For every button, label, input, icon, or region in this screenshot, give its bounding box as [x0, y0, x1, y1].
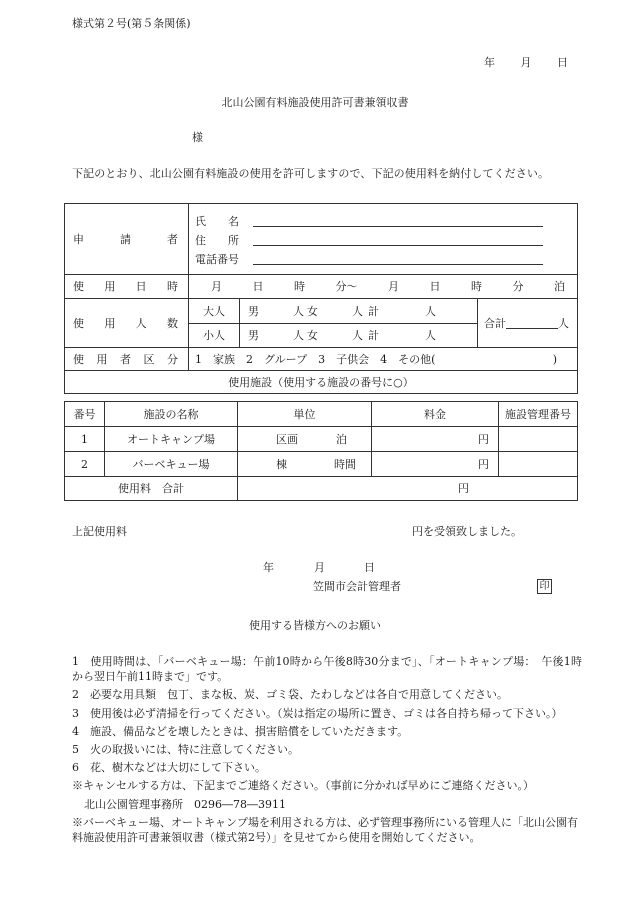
- facilities-header: 使用施設（使用する施設の番号に○）: [65, 371, 578, 394]
- name-field[interactable]: [195, 212, 577, 231]
- unit-a: 区画: [276, 432, 298, 446]
- applicant-fields: [189, 204, 578, 275]
- adult-label: 大人: [189, 299, 240, 324]
- row-number[interactable]: 2: [65, 452, 105, 477]
- phone-field[interactable]: [195, 250, 577, 269]
- table-row: [65, 427, 578, 452]
- unit-b: 時間: [334, 457, 356, 471]
- adult-female: 女: [307, 304, 318, 318]
- list-item: 1 使用時間は、「バーベキュー場：午前10時から午後8時30分まで」、「オートキャンプ場： 午後1時から翌日午前11時まで」です。: [72, 655, 582, 684]
- facility-name: オートキャンプ場: [105, 427, 238, 452]
- adult-subtotal-unit: 人: [425, 304, 436, 318]
- form-number: 様式第２号(第５条関係): [72, 17, 191, 30]
- row-number[interactable]: 1: [65, 427, 105, 452]
- unit-a: 棟: [276, 457, 287, 471]
- table-row: [65, 452, 578, 477]
- usage-date-label: 使 用 日 時: [73, 280, 178, 293]
- unit-cell[interactable]: [238, 427, 372, 452]
- list-item: ※バーベキュー場、オートキャンプ場を利用される方は、必ず管理事務所にいる管理人に「北山公園有料施設使用許可書兼領収書（様式第2号）」を見せてから使用を開始してください。: [72, 815, 578, 845]
- fee-cell[interactable]: [372, 452, 499, 477]
- receipt-month: 月: [314, 561, 325, 574]
- people-row-adult: [65, 299, 578, 324]
- list-item: 5 火の取扱いには、特に注意してください。: [72, 743, 299, 757]
- applicant-label-cell: [65, 204, 189, 275]
- address-field[interactable]: [195, 231, 577, 250]
- col-facility-name: 施設の名称: [105, 402, 238, 427]
- list-item: 2 必要な用具類 包丁、まな板、炭、ゴミ袋、たわしなどは各自で用意してください。: [72, 688, 508, 702]
- phone-line: [253, 254, 543, 265]
- category-label: 使 用 者 区 分: [73, 352, 178, 366]
- start-month: 月: [211, 280, 222, 293]
- fee-total-cell[interactable]: [238, 477, 578, 501]
- adult-male-unit: 人: [293, 304, 304, 318]
- date-day: 日: [557, 56, 568, 69]
- child-count-fields[interactable]: [240, 324, 478, 348]
- applicant-label: 申 請 者: [73, 232, 178, 246]
- adult-female-unit: 人: [352, 304, 363, 318]
- name-line: [253, 216, 543, 227]
- end-month: 月: [388, 280, 399, 293]
- start-day: 日: [252, 280, 264, 293]
- category-row: [65, 348, 578, 371]
- official-title: 笠間市会計管理者: [313, 580, 401, 593]
- receipt-year: 年: [263, 561, 274, 574]
- receipt-day: 日: [364, 561, 375, 574]
- people-label: 使 用 人 数: [73, 316, 178, 330]
- list-item: 6 花、樹木などは大切にして下さい。: [72, 761, 266, 775]
- adult-subtotal-label: 計: [368, 304, 379, 318]
- child-subtotal-unit: 人: [425, 329, 436, 342]
- adult-male: 男: [248, 304, 259, 318]
- child-female-unit: 人: [352, 329, 363, 342]
- management-number-cell[interactable]: [499, 452, 578, 477]
- name-label: 氏 名: [195, 214, 239, 228]
- fee-total-row: [65, 477, 578, 501]
- seal-mark: 印: [537, 579, 552, 594]
- child-label: 小人: [189, 324, 240, 348]
- list-item: 3 使用後は必ず清掃を行ってください。（炭は指定の場所に置き、ゴミは各自持ち帰って下さい。）: [72, 706, 563, 720]
- category-close: ): [552, 352, 557, 366]
- unit-b: 泊: [336, 432, 347, 446]
- col-management-number: 施設管理番号: [499, 402, 578, 427]
- date-month: 月: [520, 56, 532, 69]
- list-item: 北山公園管理事務所 0296―78―3911: [84, 797, 286, 811]
- total-unit: 人: [558, 317, 569, 330]
- child-male: 男: [248, 329, 259, 342]
- adult-count-fields[interactable]: [240, 299, 478, 324]
- fee-total-yen: 円: [458, 482, 469, 495]
- facility-header-row: [65, 402, 578, 427]
- intro-text: 下記のとおり、北山公園有料施設の使用を許可しますので、下記の使用料を納付してください。: [72, 167, 550, 180]
- child-male-unit: 人: [293, 329, 304, 342]
- facility-table: [64, 401, 578, 501]
- usage-date-row: [65, 275, 578, 299]
- management-number-cell[interactable]: [499, 427, 578, 452]
- application-table: [64, 203, 578, 394]
- facilities-header-row: [65, 371, 578, 394]
- end-minute: 分: [512, 280, 524, 293]
- people-label-cell: [65, 299, 189, 348]
- unit-cell[interactable]: [238, 452, 372, 477]
- address-line: [253, 235, 543, 246]
- col-unit: 単位: [238, 402, 372, 427]
- fee-yen: 円: [478, 432, 489, 446]
- fee-cell[interactable]: [372, 427, 499, 452]
- receipt-right: 円を受領致しました。: [412, 525, 522, 538]
- total-people-cell[interactable]: [478, 299, 578, 348]
- end-day: 日: [429, 280, 441, 293]
- category-options-cell[interactable]: [189, 348, 578, 371]
- addressee-suffix: 様: [192, 131, 203, 144]
- usage-date-label-cell: [65, 275, 189, 299]
- start-hour: 時: [294, 280, 305, 293]
- category-options: 1 家族 2 グループ 3 子供会 4 その他(: [195, 352, 436, 366]
- nights: 泊: [554, 280, 565, 293]
- phone-label: 電話番号: [195, 252, 239, 266]
- total-line: [506, 317, 558, 329]
- fee-total-label: 使用料 合計: [65, 477, 238, 501]
- facility-name: バーベキュー場: [105, 452, 238, 477]
- total-label: 合計: [484, 317, 506, 330]
- date-year: 年: [484, 56, 495, 69]
- address-label: 住 所: [195, 233, 239, 247]
- list-item: ※キャンセルする方は、下記までご連絡ください。（事前に分かれば早めにご連絡ください。）: [72, 779, 534, 793]
- document-title: 北山公園有料施設使用許可書兼領収書: [221, 96, 409, 109]
- category-label-cell: [65, 348, 189, 371]
- child-subtotal-label: 計: [368, 329, 379, 342]
- start-minute: 分〜: [335, 280, 358, 293]
- receipt-left: 上記使用料: [72, 525, 127, 538]
- usage-date-fields[interactable]: [189, 275, 578, 299]
- col-fee: 料金: [372, 402, 499, 427]
- end-hour: 時: [471, 280, 482, 293]
- child-female: 女: [307, 329, 318, 342]
- col-number: 番号: [65, 402, 105, 427]
- notes-title: 使用する皆様方へのお願い: [249, 619, 381, 632]
- notes-list: [72, 654, 582, 845]
- applicant-row: [65, 204, 578, 275]
- fee-yen: 円: [478, 457, 489, 471]
- date-line: [484, 57, 568, 68]
- list-item: 4 施設、備品などを壊したときは、損害賠償をしていただきます。: [72, 724, 409, 738]
